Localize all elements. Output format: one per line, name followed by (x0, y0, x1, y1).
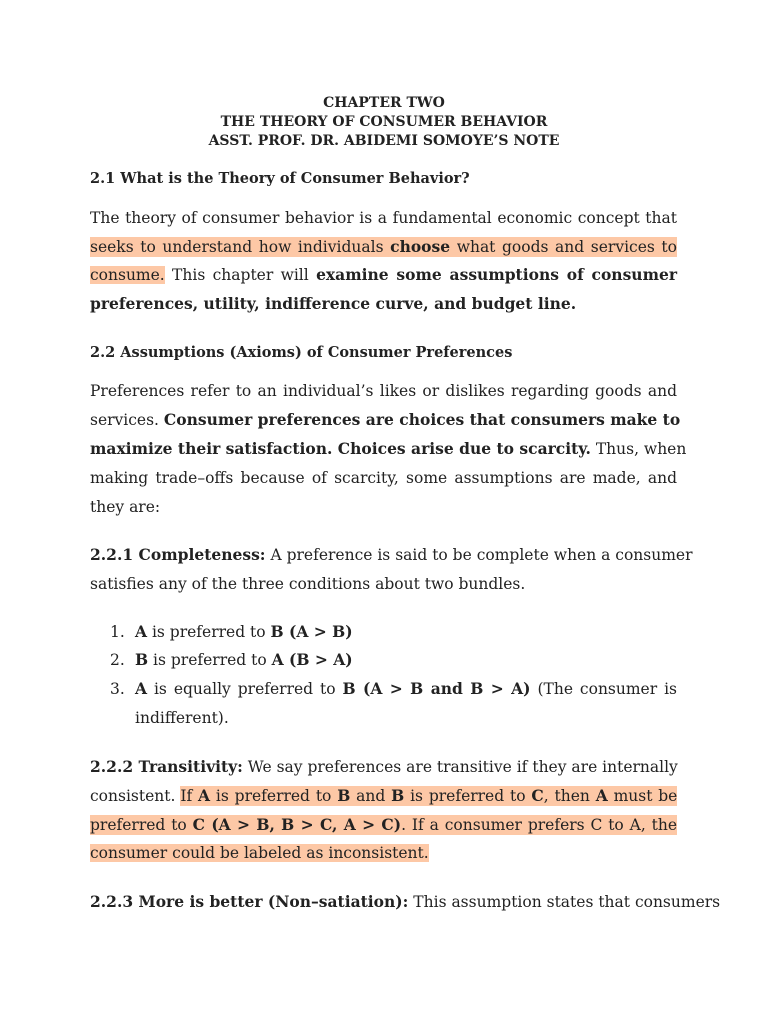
s222-line-4: consumer could be labeled as inconsistent. (90, 844, 429, 862)
list-item: A is equally preferred to B (A > B and B > A) (The consumer is (135, 679, 677, 698)
s22-line-2: services. Consumer preferences are choices that consumers make to (90, 410, 681, 429)
s222-line-2: consistent. If A is preferred to B and B is preferred to C, then A must be (90, 786, 678, 805)
section-2-2-heading: 2.2 Assumptions (Axioms) of Consumer Preferences (90, 344, 513, 361)
s22-line-1: Preferences refer to an individual’s likes or dislikes regarding goods and (90, 382, 677, 400)
list-item: A is preferred to B (A > B) (135, 622, 353, 641)
s22-line-4: making trade–offs because of scarcity, some assumptions are made, and (90, 469, 677, 487)
s221-line-2: satisfies any of the three conditions about two bundles. (90, 575, 526, 593)
s21-line-1: The theory of consumer behavior is a fundamental economic concept that (90, 209, 677, 227)
s21-line-2: seeks to understand how individuals choose what goods and services to (90, 237, 677, 256)
list-number: 2. (110, 651, 125, 669)
chapter-number: CHAPTER TWO (323, 95, 445, 111)
s222-line-1: 2.2.2 Transitivity: We say preferences are transitive if they are internally (90, 757, 678, 776)
s221-line-1: 2.2.1 Completeness: A preference is said to be complete when a consumer (90, 545, 693, 564)
s21-line-3: consume. This chapter will examine some assumptions of consumer (90, 265, 678, 284)
s21-line-4: preferences, utility, indifference curve, and budget line. (90, 294, 577, 313)
s22-line-3: maximize their satisfaction. Choices arise due to scarcity. Thus, when (90, 439, 687, 458)
list-number: 3. (110, 680, 125, 698)
s222-line-3: preferred to C (A > B, B > C, A > C). If a consumer prefers C to A, the (90, 815, 678, 834)
chapter-author: ASST. PROF. DR. ABIDEMI SOMOYE’S NOTE (208, 133, 560, 149)
list-item-continuation: indifferent). (135, 709, 229, 727)
section-2-1-heading: 2.1 What is the Theory of Consumer Behavior? (90, 170, 470, 187)
chapter-title: THE THEORY OF CONSUMER BEHAVIOR (220, 114, 548, 130)
s22-line-5: they are: (90, 498, 161, 516)
s223-line-1: 2.2.3 More is better (Non–satiation): This assumption states that consumers (90, 892, 721, 911)
list-item: B is preferred to A (B > A) (135, 650, 353, 669)
list-number: 1. (110, 623, 125, 641)
